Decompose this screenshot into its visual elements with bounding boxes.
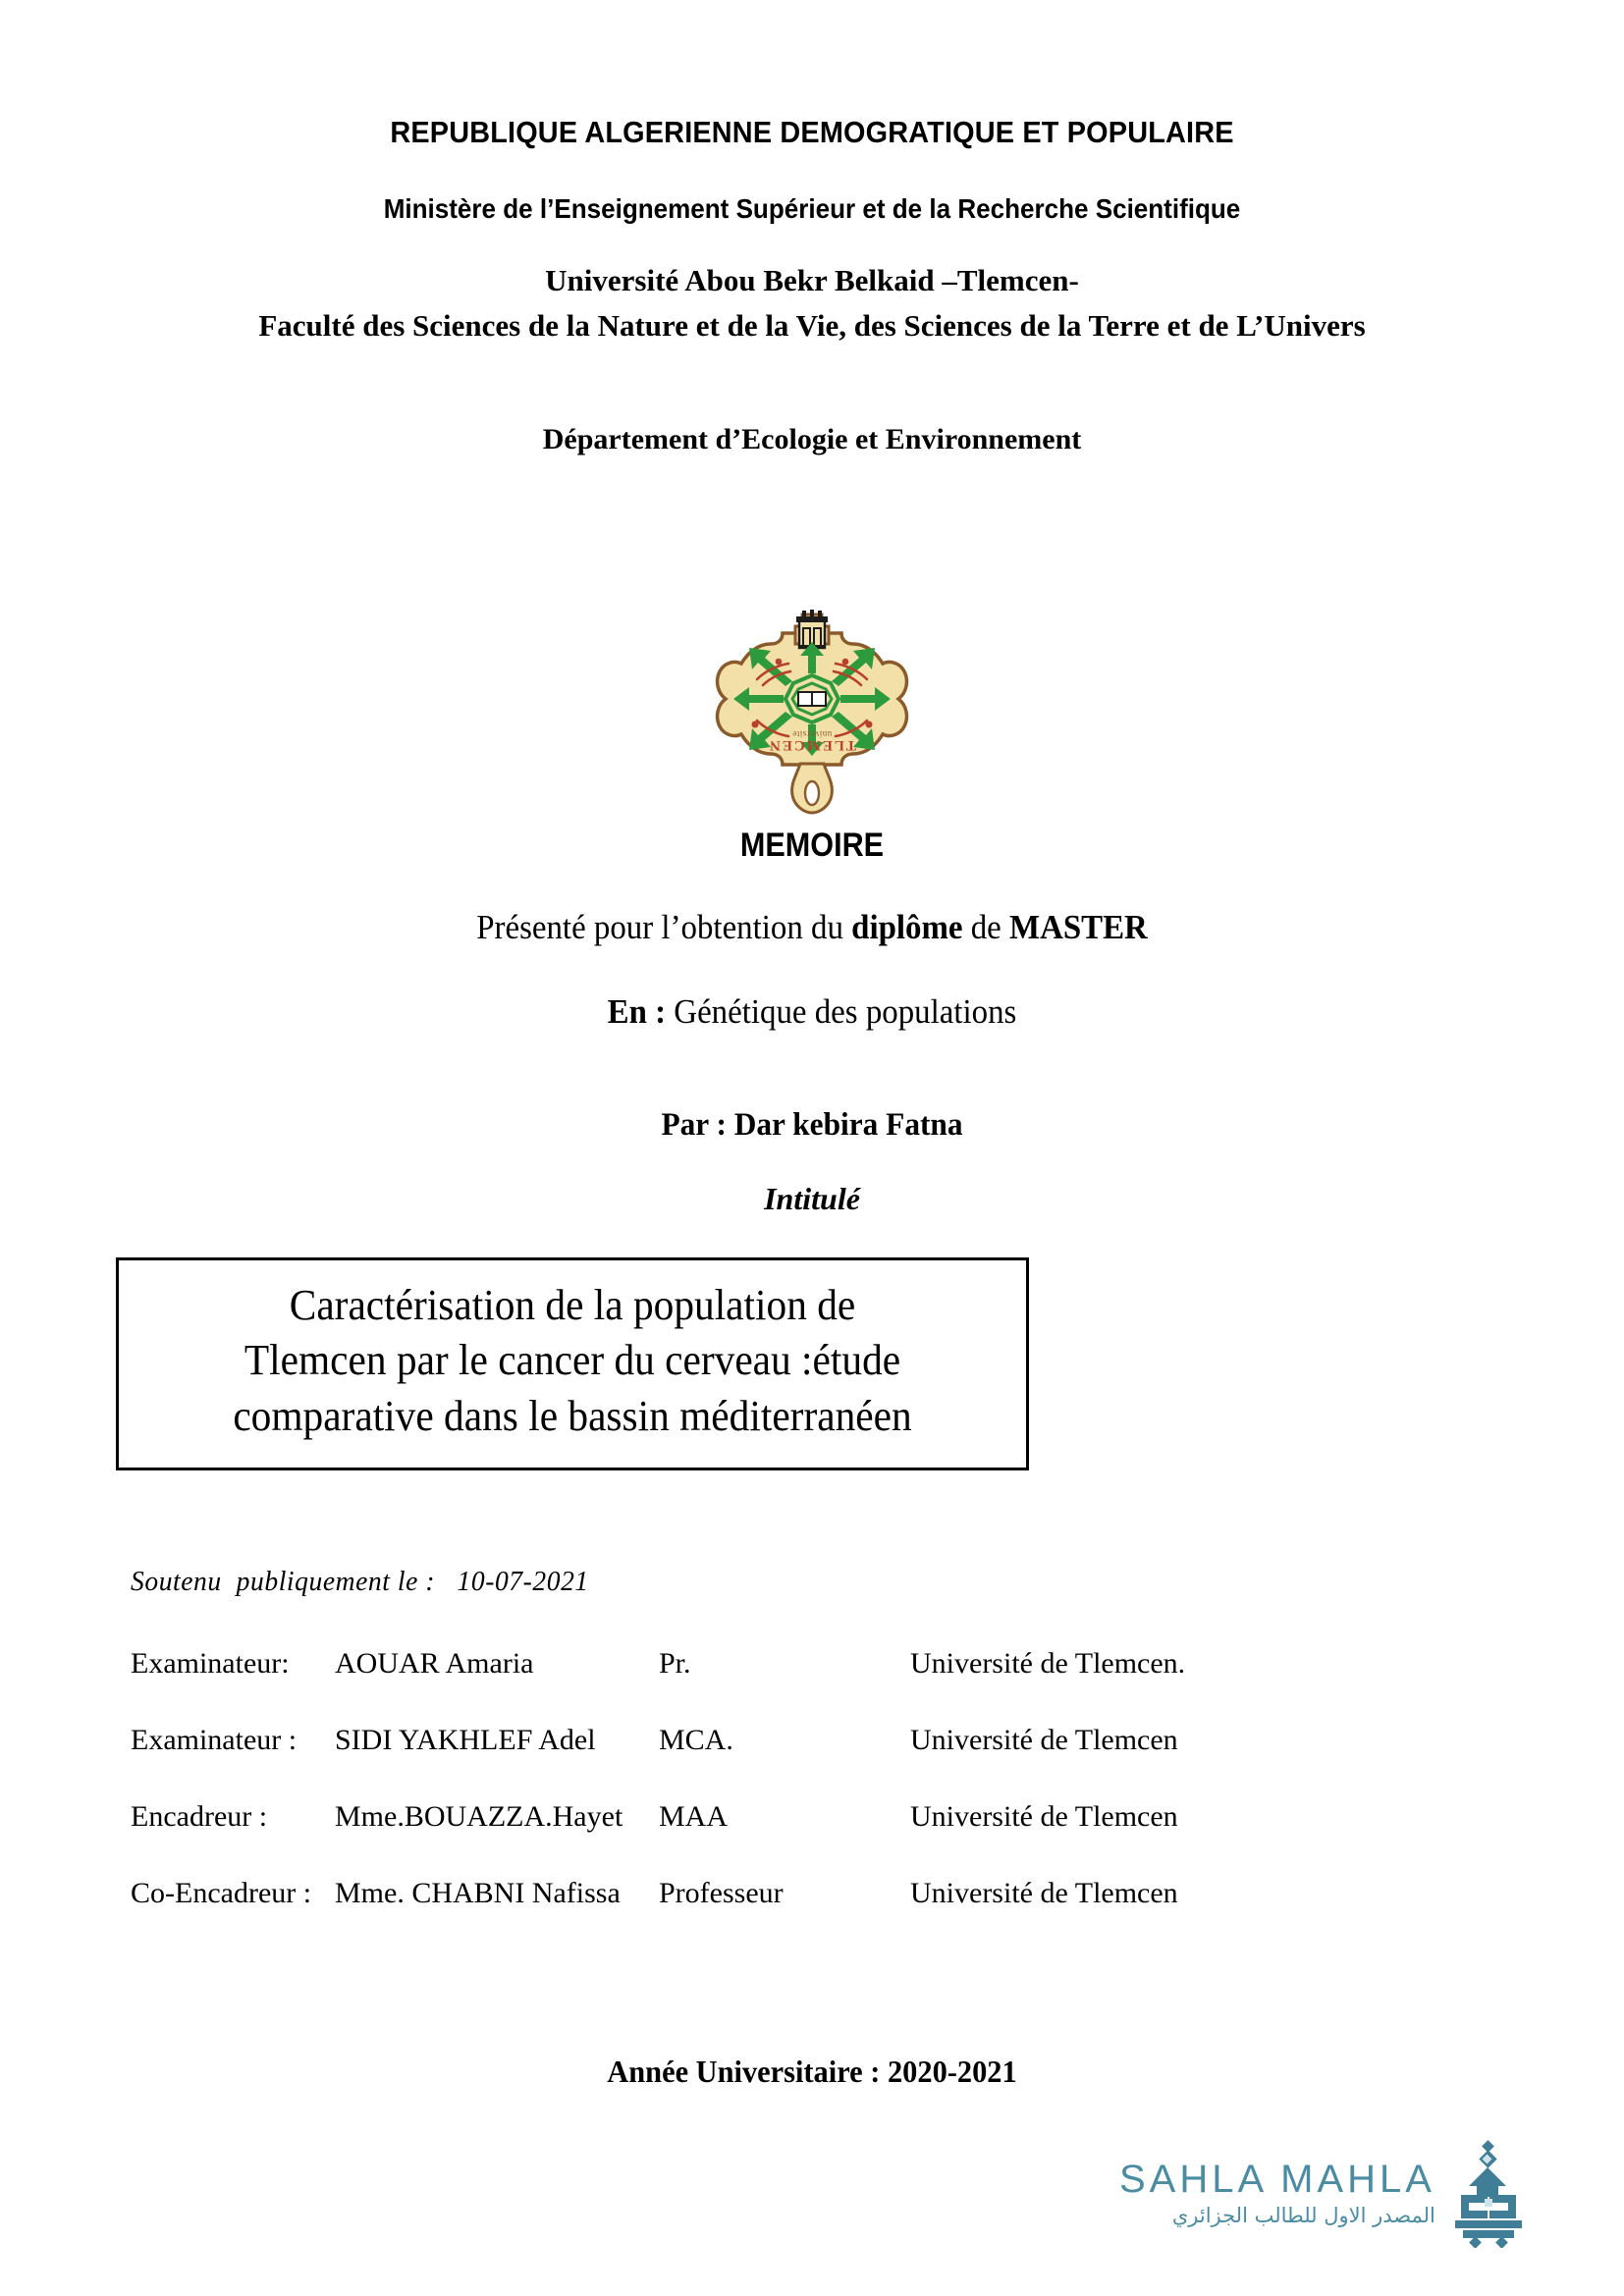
diploma-word: diplôme <box>851 908 963 946</box>
crest-center-emblem <box>785 675 839 722</box>
jury-name: Mme. CHABNI Nafissa <box>335 1877 621 1909</box>
thesis-title-line-1: Caractérisation de la population de <box>289 1281 856 1329</box>
master-word: MASTER <box>1009 908 1148 946</box>
jury-name: Mme.BOUAZZA.Hayet <box>335 1800 623 1833</box>
jury-affiliation: Université de Tlemcen <box>910 1724 1178 1756</box>
faculty-line: Faculté des Sciences de la Nature et de la Vie, des Sciences de la Terre et de L’Univers <box>258 307 1366 343</box>
document-header <box>0 116 1624 457</box>
jury-grade: Professeur <box>659 1877 784 1909</box>
watermark-arabic-text: المصدر الاول للطالب الجزائري <box>1171 2203 1435 2227</box>
jury-grade: MCA. <box>659 1724 733 1756</box>
svg-text:TLEMCEN: TLEMCEN <box>768 737 856 753</box>
defense-date-line: Soutenu publiquement le : 10-07-2021 <box>131 1566 589 1597</box>
author-section <box>0 1107 1624 1217</box>
jury-name: AOUAR Amaria <box>335 1647 534 1680</box>
intitule-label: Intitulé <box>764 1181 860 1216</box>
crest-pendant-eye <box>805 781 819 805</box>
svg-text:universite: universite <box>791 729 833 739</box>
jury-role: Co-Encadreur : <box>131 1877 312 1909</box>
university-logo <box>694 607 930 818</box>
author-line: Par : Dar kebira Fatna <box>661 1107 963 1143</box>
sahla-mahla-watermark <box>1119 2140 1551 2258</box>
jury-affiliation: Université de Tlemcen <box>910 1800 1178 1833</box>
table-row <box>131 1800 1446 1877</box>
ministry-line: Ministère de l’Enseignement Supérieur et de la Recherche Scientifique <box>383 193 1241 225</box>
memoire-heading: MEMOIRE <box>739 827 885 864</box>
university-crest-icon <box>694 607 930 818</box>
presented-prefix: Présenté pour l’obtention du <box>476 908 852 946</box>
table-row <box>131 1647 1446 1724</box>
jury-role: Examinateur: <box>131 1647 290 1680</box>
table-row <box>131 1724 1446 1800</box>
department-line: Département d’Ecologie et Environnement <box>542 422 1082 455</box>
jury-affiliation: Université de Tlemcen <box>910 1877 1178 1909</box>
memoire-section <box>0 827 1624 1032</box>
sahla-mahla-logo-icon <box>1441 2140 1536 2248</box>
jury-grade: Pr. <box>659 1647 691 1680</box>
jury-role: Encadreur : <box>131 1800 268 1833</box>
republic-line: REPUBLIQUE ALGERIENNE DEMOGRATIQUE ET POPULAIRE <box>390 115 1234 149</box>
table-row <box>131 1877 1446 1953</box>
jury-name: SIDI YAKHLEF Adel <box>335 1724 596 1756</box>
presented-for-line <box>49 908 1576 947</box>
academic-year-line: Année Universitaire : 2020-2021 <box>607 2054 1017 2089</box>
jury-grade: MAA <box>659 1800 729 1833</box>
watermark-latin-text: SAHLA MAHLA <box>1119 2157 1435 2201</box>
specialty-label: En : <box>607 992 667 1031</box>
thesis-title-box <box>116 1257 1029 1470</box>
jury-table <box>131 1647 1446 1953</box>
thesis-title-line-2: Tlemcen par le cancer du cerveau :étude <box>244 1336 901 1385</box>
thesis-title-line-3: comparative dans le bassin méditerranéen <box>233 1391 912 1440</box>
university-line: Université Abou Bekr Belkaid –Tlemcen- <box>545 262 1079 297</box>
specialty-value: Génétique des populations <box>666 992 1017 1031</box>
jury-role: Examinateur : <box>131 1724 298 1756</box>
presented-mid: de <box>962 908 1010 946</box>
jury-affiliation: Université de Tlemcen. <box>910 1647 1186 1680</box>
specialty-line <box>49 992 1576 1032</box>
kufic-emblem-accent <box>1485 2199 1492 2207</box>
